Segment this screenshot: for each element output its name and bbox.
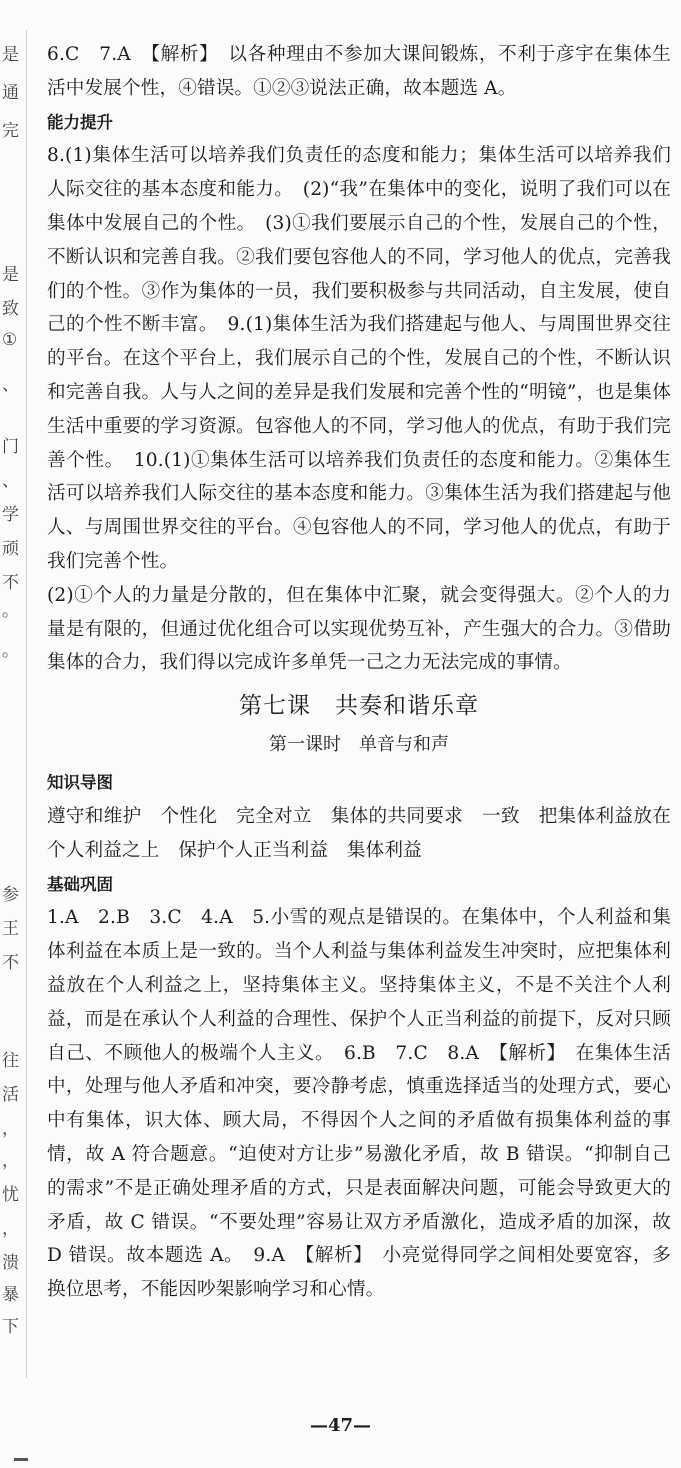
margin-char: 是 (2, 45, 19, 65)
margin-char: 暴 (2, 1285, 19, 1305)
margin-char: 、 (2, 471, 19, 491)
margin-char: 门 (2, 437, 19, 457)
section-heading-basics: 基础巩固 (47, 874, 113, 894)
margin-char: 活 (2, 1085, 19, 1105)
margin-char: 通 (2, 83, 19, 103)
page-number: —47— (309, 1415, 372, 1436)
answer-paragraph: 遵守和维护 个性化 完全对立 集体的共同要求 一致 把集体利益放在个人利益之上 保护个人正当利益 集体利益 (47, 805, 671, 861)
answer-paragraph: 1.A 2.B 3.C 4.A 5.小雪的观点是错误的。在集体中，个人利益和集体利益在本质上是一致的。当个人利益与集体利益发生冲突时，应把集体利益放在个人利益之上，坚持集体主义。坚持集体主义，不是不关注个人利益，而是在承认个人利益的合理性、保护个人正当利益的前提下，反对只顾自己、不顾他人的极端个人主义。 6.B 7.C 8.A 【解析】 在集体生活中，处理与他人矛盾和冲突，要冷静考虑，慎重选择适当的处理方式，要心中有集体，识大体、顾大局，不得因个人之间的矛盾做有损集体利益的事情，故 A 符合题意。“迫使对方让步”易激化矛盾，故 B 错误。“抑制自己的需求”不是正确处理矛盾的方式，只是表面解决问题，可能会导致更大的矛盾，故 C 错误。“不要处理”容易让双方矛盾激化，造成矛盾的加深，故 D 错误。故本题选 A。 9.A 【解析】 小亮觉得同学之间相处要宽容，多换位思考，不能因吵架影响学习和心情。 (47, 907, 671, 1301)
margin-char: 。 (2, 601, 19, 621)
margin-char: ， (2, 1119, 19, 1139)
bottom-mark (14, 1458, 28, 1461)
margin-char: 往 (2, 1051, 19, 1071)
margin-char: 、 (2, 375, 19, 395)
margin-char: 溃 (2, 1253, 19, 1273)
margin-char: 下 (2, 1317, 19, 1337)
margin-char: 学 (2, 505, 19, 525)
margin-char: ， (2, 1219, 19, 1239)
margin-char: 王 (2, 919, 19, 939)
margin-char: 致 (2, 299, 19, 319)
margin-char: 不 (2, 953, 19, 973)
period-subtitle: 第一课时 单音与和声 (269, 734, 449, 756)
lesson-title: 第七课 共奏和谐乐章 (239, 693, 479, 720)
margin-char: 不 (2, 573, 19, 593)
section-heading-knowledge-map: 知识导图 (47, 773, 113, 793)
margin-char: 忧 (2, 1185, 19, 1205)
section-heading-ability: 能力提升 (47, 112, 113, 132)
margin-char: 顽 (2, 539, 19, 559)
answer-paragraph: 8.(1)集体生活可以培养我们负责任的态度和能力；集体生活可以培养我们人际交往的基本态度和能力。 (2)“我”在集体中的变化，说明了我们可以在集体中发展自己的个性。 (3)①我们要展示自己的个性，发展自己的个性，不断认识和完善自我。②我们要包容他人的不同，学习他人的优点，完善我们的个性。③作为集体的一员，我们要积极参与共同活动，自主发展，使自己的个性不断丰富。 9.(1)集体生活为我们搭建起与他人、与周围世界交往的平台。在这个平台上，我们展示自己的个性，发展自己的个性，不断认识和完善自我。人与人之间的差异是我们发展和完善个性的“明镜”，也是集体生活中重要的学习资源。包容他人的不同，学习他人的优点，有助于我们完善个性。 10.(1)①集体生活可以培养我们负责任的态度和能力。②集体生活可以培养我们人际交往的基本态度和能力。③集体生活为我们搭建起与他人、与周围世界交往的平台。④包容他人的不同，学习他人的优点，有助于我们完善个性。 (47, 145, 671, 572)
margin-char: ① (2, 330, 18, 350)
margin-char: 完 (2, 121, 19, 141)
left-margin-strip (0, 30, 27, 1378)
answer-content (47, 38, 671, 1307)
answer-paragraph: 6.C 7.A 【解析】 以各种理由不参加大课间锻炼，不利于彦宇在集体生活中发展个性，④错误。①②③说法正确，故本题选 A。 (47, 44, 671, 99)
margin-char: 。 (2, 641, 19, 661)
margin-char: 参 (2, 885, 19, 905)
answer-paragraph: (2)①个人的力量是分散的，但在集体中汇聚，就会变得强大。②个人的力量是有限的，但通过优化组合可以实现优势互补，产生强大的合力。③借助集体的合力，我们得以完成许多单凭一己之力无法完成的事情。 (47, 584, 671, 674)
margin-char: ， (2, 1151, 19, 1171)
margin-char: 是 (2, 265, 19, 285)
